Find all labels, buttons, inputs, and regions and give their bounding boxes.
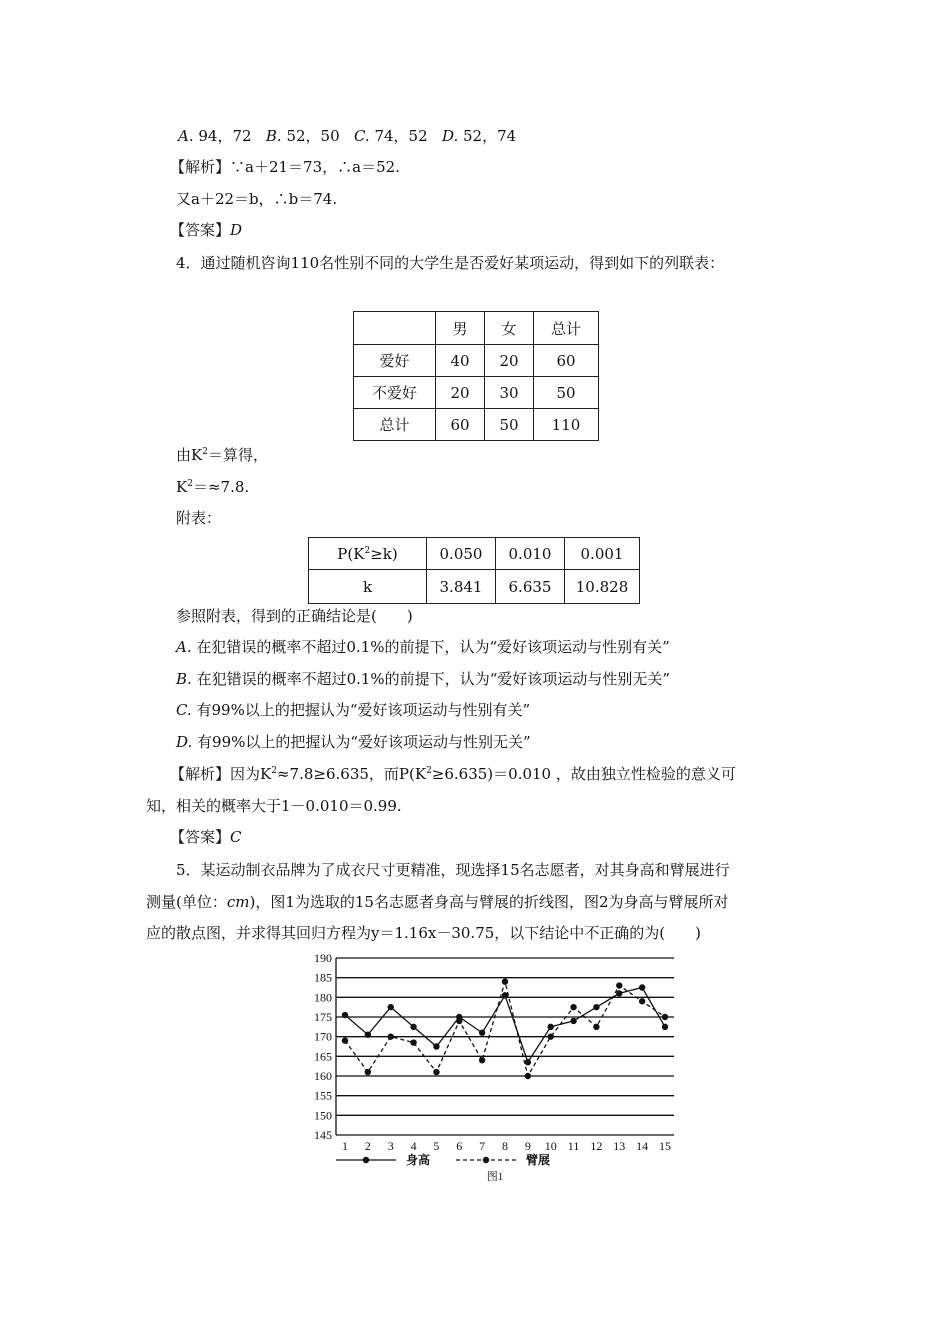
contingency-header-cell: 女 bbox=[485, 312, 534, 345]
data-point bbox=[410, 1039, 416, 1045]
y-tick-label: 170 bbox=[314, 1029, 332, 1044]
table-row bbox=[354, 409, 599, 441]
k2-text: ＝≈7.8. bbox=[192, 478, 250, 496]
q4-question: 参照附表，得到的正确结论是( ) bbox=[176, 607, 413, 625]
data-point bbox=[433, 1069, 439, 1075]
k2-formula-line2 bbox=[176, 477, 249, 497]
y-tick-label: 145 bbox=[314, 1128, 332, 1142]
q4-analysis-line2: 知，相关的概率大于1－0.010＝0.99. bbox=[146, 797, 402, 815]
data-point bbox=[616, 990, 622, 996]
data-point bbox=[662, 1014, 668, 1020]
x-tick-label: 13 bbox=[613, 1139, 626, 1153]
y-tick-label: 150 bbox=[314, 1108, 332, 1123]
series-line-身高 bbox=[345, 988, 665, 1063]
q3-option-b-letter: B. bbox=[265, 127, 282, 145]
table-cell: 60 bbox=[436, 409, 485, 441]
y-tick-label: 165 bbox=[314, 1049, 332, 1064]
option-letter: B. bbox=[176, 670, 192, 688]
x-tick-label: 10 bbox=[544, 1139, 557, 1153]
analysis-label: 【解析】 bbox=[170, 765, 231, 783]
q3-option-d-text: 52，74 bbox=[463, 127, 517, 145]
answer-label: 【答案】 bbox=[170, 828, 231, 846]
figure-caption: 图1 bbox=[486, 1171, 504, 1183]
q5-line3: 应的散点图，并求得其回归方程为y＝1.16x－30.75，以下结论中不正确的为( ) bbox=[146, 924, 701, 942]
data-point bbox=[342, 1037, 348, 1043]
data-point bbox=[639, 998, 645, 1004]
q3-options bbox=[178, 126, 516, 146]
legend-marker bbox=[483, 1157, 489, 1163]
contingency-header-cell: 男 bbox=[436, 312, 485, 345]
contingency-header-cell bbox=[354, 312, 436, 345]
data-point bbox=[662, 1024, 668, 1030]
x-tick-label: 9 bbox=[524, 1139, 531, 1153]
legend-label: 臂展 bbox=[526, 1153, 551, 1167]
x-tick-label: 2 bbox=[364, 1139, 371, 1153]
q3-analysis-line2: 又a＋22＝b，∴b＝74. bbox=[176, 190, 338, 208]
data-point bbox=[502, 978, 508, 984]
critical-value-table bbox=[308, 537, 640, 604]
analysis-text: ≈7.8≥6.635，而P(K bbox=[276, 765, 427, 783]
contingency-table bbox=[353, 311, 599, 441]
q5-text: )，图1为选取的15名志愿者身高与臂展的折线图，图2为身高与臂展所对 bbox=[249, 893, 729, 911]
table-cell: 6.635 bbox=[496, 570, 565, 604]
figure1-line-chart bbox=[300, 950, 690, 1190]
q3-option-b-text: 52，50 bbox=[286, 127, 340, 145]
table-cell: 3.841 bbox=[427, 570, 496, 604]
y-tick-label: 160 bbox=[314, 1069, 332, 1083]
data-point bbox=[342, 1012, 348, 1018]
table-cell: 10.828 bbox=[565, 570, 640, 604]
q4-option-b bbox=[176, 669, 670, 689]
x-tick-label: 4 bbox=[410, 1139, 417, 1153]
q4-analysis bbox=[170, 764, 736, 784]
data-point bbox=[570, 1004, 576, 1010]
table-cell: 50 bbox=[534, 377, 599, 409]
x-tick-label: 1 bbox=[342, 1139, 348, 1153]
table-cell: 爱好 bbox=[354, 345, 436, 377]
superscript-2: 2 bbox=[187, 479, 193, 489]
table-cell: 0.010 bbox=[496, 538, 565, 570]
q4-option-d bbox=[176, 732, 531, 752]
table-cell: 总计 bbox=[354, 409, 436, 441]
superscript-2: 2 bbox=[202, 447, 208, 457]
data-point bbox=[479, 1030, 485, 1036]
contingency-header-cell: 总计 bbox=[534, 312, 599, 345]
option-text: 有99%以上的把握认为“爱好该项运动与性别无关” bbox=[197, 733, 531, 751]
k2-text: 由K bbox=[176, 446, 203, 464]
option-text: 在犯错误的概率不超过0.1%的前提下，认为“爱好该项运动与性别无关” bbox=[196, 670, 671, 688]
q4-answer bbox=[170, 827, 242, 847]
option-text: 有99%以上的把握认为“爱好该项运动与性别有关” bbox=[196, 701, 531, 719]
superscript-2: 2 bbox=[271, 766, 277, 776]
legend-label: 身高 bbox=[406, 1153, 431, 1167]
x-tick-label: 5 bbox=[433, 1139, 440, 1153]
q3-option-c-text: 74，52 bbox=[374, 127, 428, 145]
data-point bbox=[388, 1033, 394, 1039]
q4-option-a bbox=[176, 637, 670, 657]
y-tick-label: 155 bbox=[314, 1088, 332, 1103]
data-point bbox=[365, 1032, 371, 1038]
q5-text: 测量(单位： bbox=[146, 893, 227, 911]
analysis-text: ≥6.635)＝0.010 ，故由独立性检验的意义可 bbox=[431, 765, 736, 783]
data-point bbox=[593, 1024, 599, 1030]
option-text: 在犯错误的概率不超过0.1%的前提下，认为“爱好该项运动与性别有关” bbox=[196, 638, 670, 656]
data-point bbox=[616, 982, 622, 988]
data-point bbox=[365, 1069, 371, 1075]
y-tick-label: 180 bbox=[314, 990, 332, 1005]
q3-answer-label: 【答案】 bbox=[170, 221, 231, 239]
superscript-2: 2 bbox=[426, 766, 432, 776]
k2-text: ＝算得， bbox=[207, 446, 268, 464]
table-cell: 20 bbox=[436, 377, 485, 409]
data-point bbox=[410, 1024, 416, 1030]
y-tick-label: 190 bbox=[314, 951, 332, 965]
data-point bbox=[593, 1004, 599, 1010]
legend-marker bbox=[363, 1157, 369, 1163]
table-row bbox=[309, 538, 640, 570]
data-point bbox=[388, 1004, 394, 1010]
table-cell: 0.050 bbox=[427, 538, 496, 570]
table-row bbox=[354, 345, 599, 377]
q5-line1: 5．某运动制衣品牌为了成衣尺寸更精准，现选择15名志愿者，对其身高和臂展进行 bbox=[176, 861, 730, 879]
table-cell: 110 bbox=[534, 409, 599, 441]
table-row bbox=[354, 377, 599, 409]
option-letter: C. bbox=[176, 701, 192, 719]
table-cell: 20 bbox=[485, 345, 534, 377]
data-point bbox=[639, 984, 645, 990]
x-tick-label: 8 bbox=[502, 1139, 508, 1153]
x-tick-label: 6 bbox=[456, 1139, 463, 1153]
table-cell: 0.001 bbox=[565, 538, 640, 570]
y-tick-label: 185 bbox=[314, 970, 332, 985]
q3-analysis-line1: ∵a＋21＝73，∴a＝52. bbox=[230, 158, 400, 176]
k2-formula-line1 bbox=[176, 445, 268, 465]
analysis-text: 因为K bbox=[230, 765, 272, 783]
q5-unit: cm bbox=[226, 893, 250, 911]
appendix-label: 附表： bbox=[176, 509, 222, 527]
answer-value: C bbox=[230, 828, 242, 846]
x-tick-label: 3 bbox=[387, 1139, 394, 1153]
data-point bbox=[570, 1018, 576, 1024]
q3-analysis-label: 【解析】 bbox=[170, 158, 231, 176]
x-tick-label: 12 bbox=[590, 1139, 603, 1153]
q3-option-d-letter: D. bbox=[441, 127, 459, 145]
x-tick-label: 14 bbox=[636, 1139, 649, 1153]
p-label-cell: $P(K^2\ge k)$ bbox=[309, 538, 427, 570]
data-point bbox=[479, 1057, 485, 1063]
k2-text: K bbox=[176, 478, 188, 496]
data-point bbox=[525, 1073, 531, 1079]
q3-option-a-letter: A. bbox=[178, 127, 194, 145]
data-point bbox=[525, 1059, 531, 1065]
q4-option-c bbox=[176, 700, 530, 720]
x-tick-label: 15 bbox=[659, 1139, 671, 1153]
data-point bbox=[433, 1043, 439, 1049]
q3-option-c-letter: C. bbox=[353, 127, 370, 145]
data-point bbox=[548, 1024, 554, 1030]
table-cell: 40 bbox=[436, 345, 485, 377]
q4-stem: 4．通过随机咨询110名性别不同的大学生是否爱好某项运动，得到如下的列联表： bbox=[176, 254, 725, 272]
option-letter: D. bbox=[176, 733, 193, 751]
data-point bbox=[456, 1018, 462, 1024]
table-cell: 30 bbox=[485, 377, 534, 409]
table-cell: 50 bbox=[485, 409, 534, 441]
table-cell: 60 bbox=[534, 345, 599, 377]
y-tick-label: 175 bbox=[314, 1010, 332, 1024]
option-letter: A. bbox=[176, 638, 192, 656]
x-tick-label: 11 bbox=[567, 1139, 580, 1153]
q5-line2 bbox=[146, 892, 729, 912]
table-row bbox=[309, 570, 640, 604]
data-point bbox=[548, 1033, 554, 1039]
table-cell: k bbox=[309, 570, 427, 604]
table-cell: 不爱好 bbox=[354, 377, 436, 409]
q3-option-a-text: 94，72 bbox=[198, 127, 252, 145]
q3-answer-value: D bbox=[230, 221, 243, 239]
x-tick-label: 7 bbox=[479, 1139, 486, 1153]
q3-answer bbox=[170, 220, 242, 240]
q3-analysis bbox=[170, 157, 400, 177]
